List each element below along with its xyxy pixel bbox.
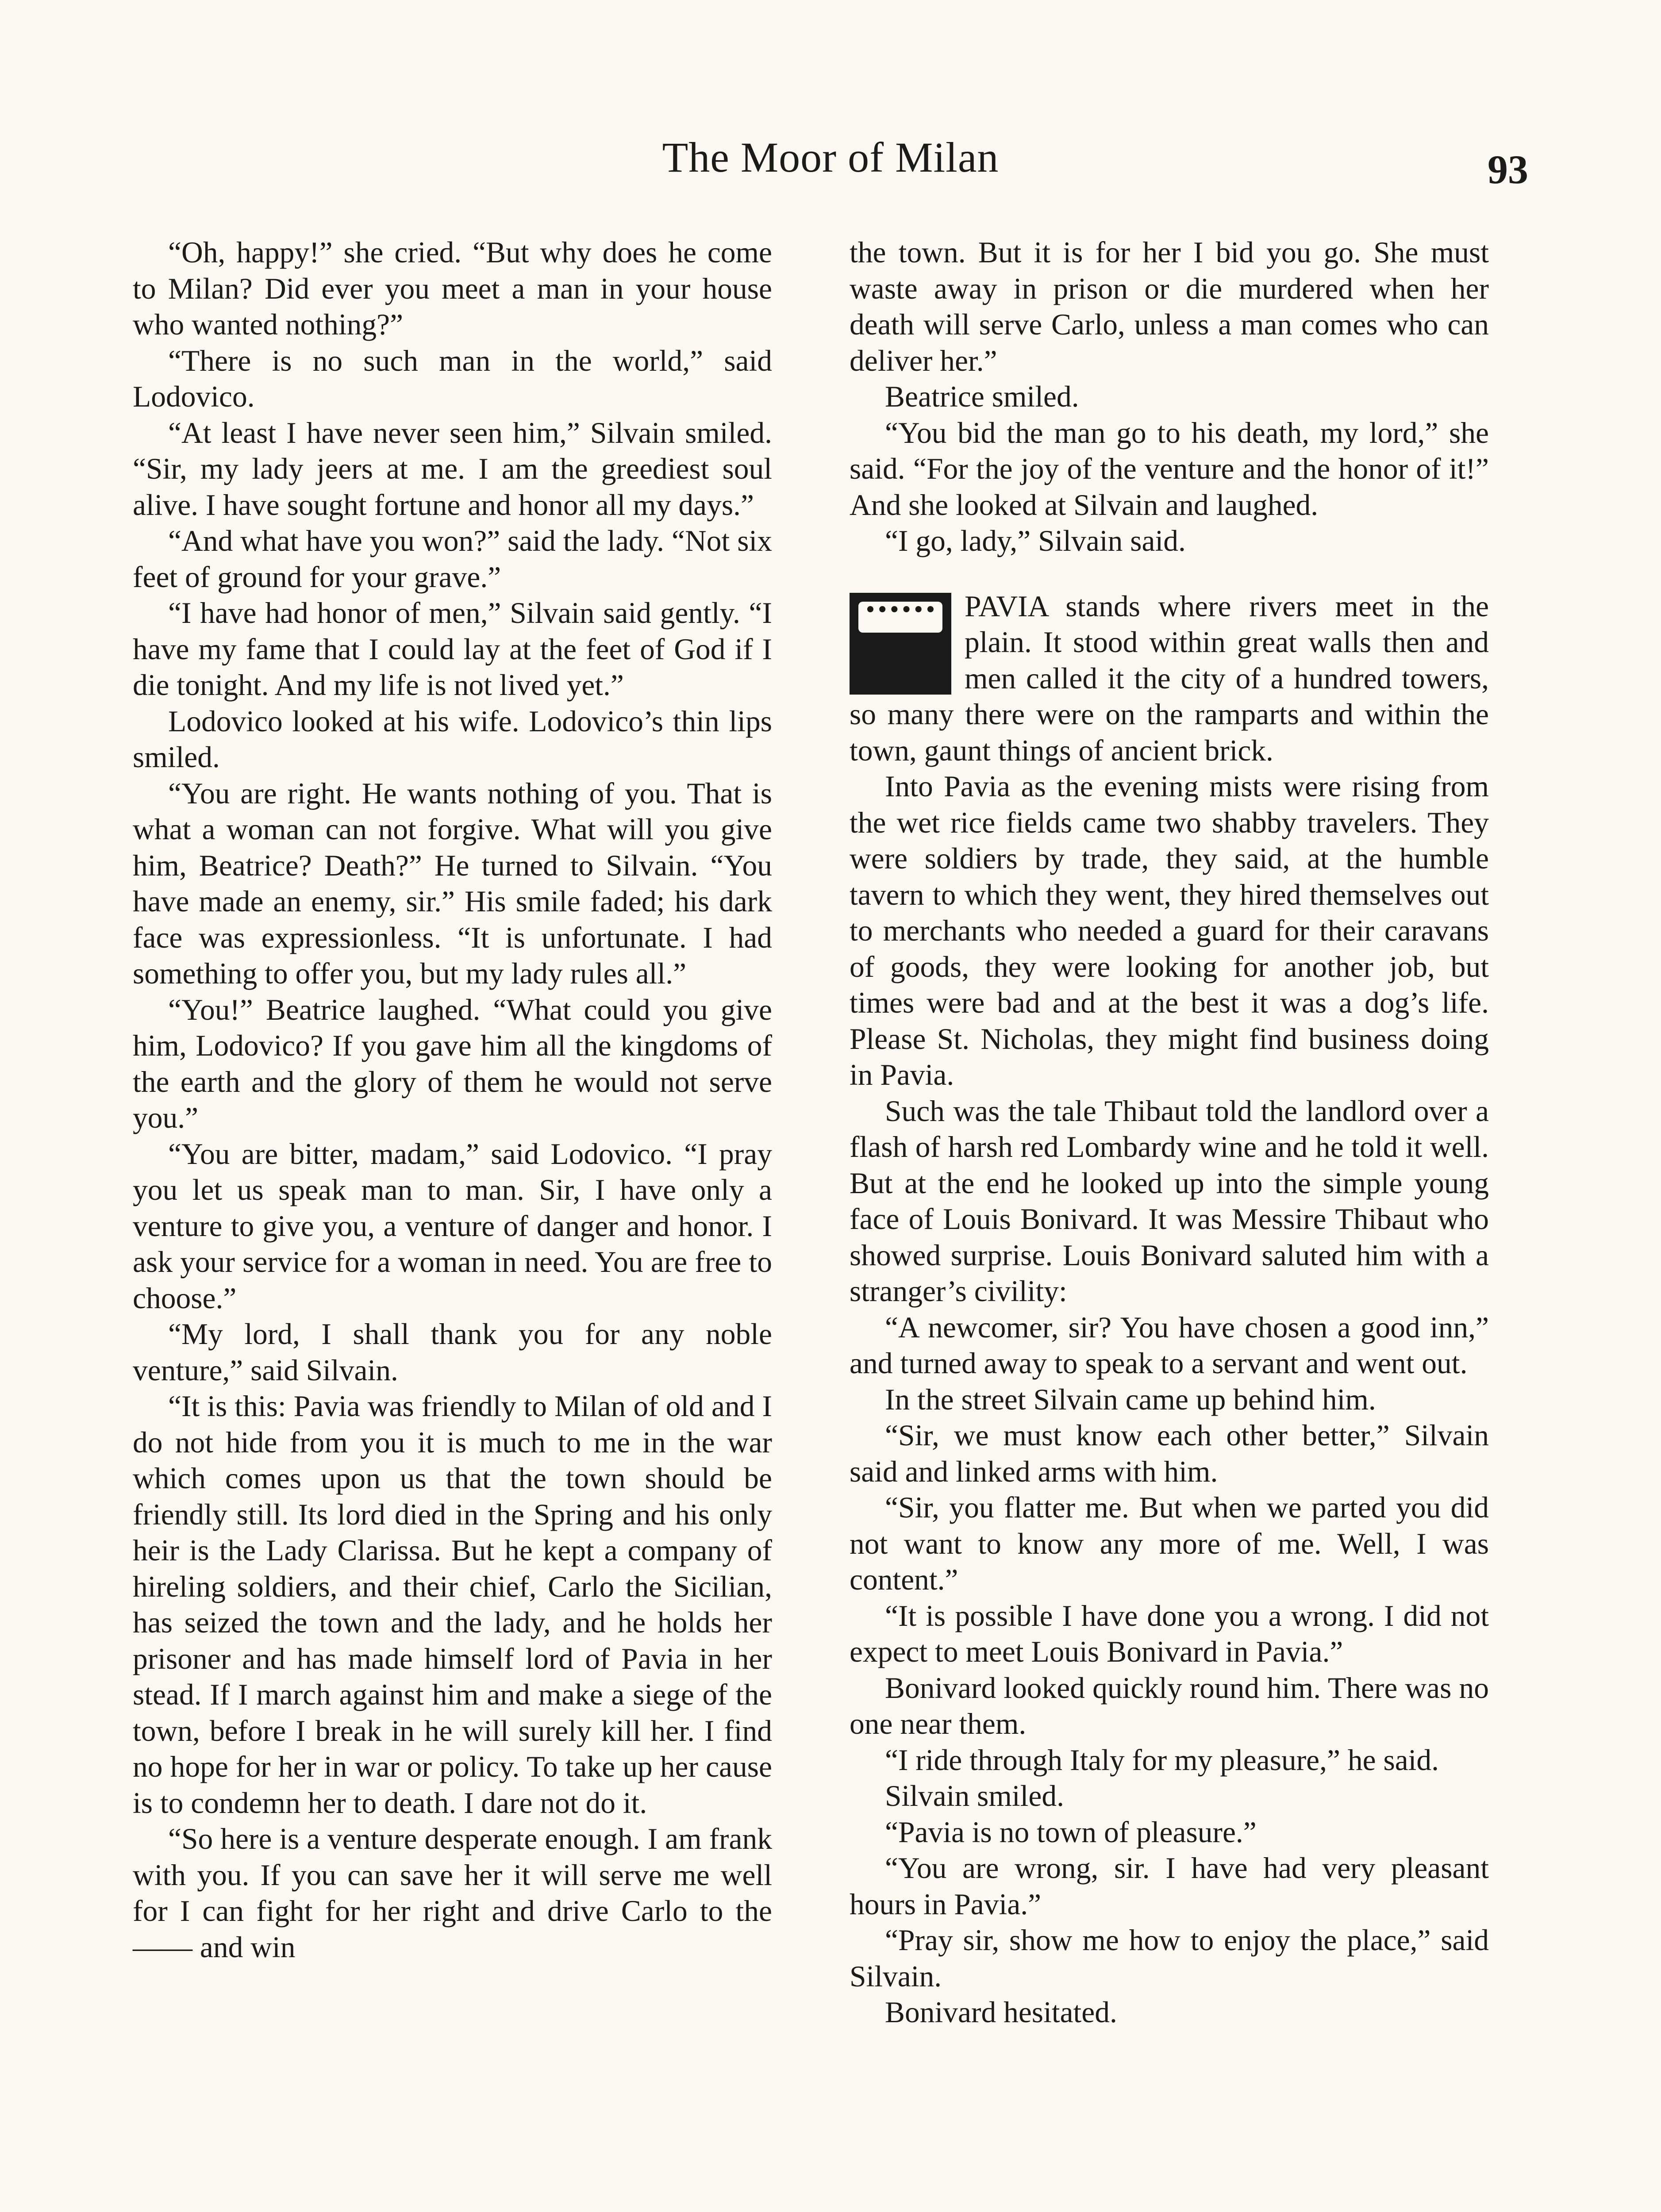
section-opening-paragraph: PAVIA stands where rivers meet in the plain. It stood within great walls then and men called it the city of a hundred towers, so many there were on the ramparts and within the town, gaunt things of ancient brick. <box>850 589 1489 767</box>
paragraph: Beatrice smiled. <box>885 380 1079 413</box>
paragraph: Bonivard hesitated. <box>885 1996 1117 2029</box>
running-head-title: The Moor of Milan <box>662 134 999 181</box>
paragraph: “I ride through Italy for my pleasure,” he said. <box>885 1743 1439 1777</box>
right-text-column <box>850 234 1489 2031</box>
paragraph: “Pray sir, show me how to enjoy the place,” said Silvain. <box>850 1924 1489 1993</box>
page-number: 93 <box>1488 147 1528 192</box>
paragraph: “Pavia is no town of pleasure.” <box>885 1815 1257 1849</box>
left-text-column <box>133 234 772 1965</box>
paragraph: “At least I have never seen him,” Silvain smiled. “Sir, my lady jeers at me. I am the greediest soul alive. I have sought fortune and honor all my days.” <box>133 416 772 522</box>
paragraph: “And what have you won?” said the lady. “Not six feet of ground for your grave.” <box>133 524 772 594</box>
paragraph: “Sir, you flatter me. But when we parted you did not want to know any more of me. Well, I was content.” <box>850 1491 1489 1596</box>
paragraph: “There is no such man in the world,” said Lodovico. <box>133 344 772 413</box>
paragraph: Lodovico looked at his wife. Lodovico’s thin lips smiled. <box>133 704 772 774</box>
paragraph: “It is possible I have done you a wrong. I did not expect to meet Louis Bonivard in Pavia.” <box>850 1599 1489 1668</box>
paragraph: “Oh, happy!” she cried. “But why does he come to Milan? Did ever you meet a man in your house who wanted nothing?” <box>133 236 772 341</box>
section-break <box>850 588 1489 2031</box>
paragraph: “A newcomer, sir? You have chosen a good inn,” and turned away to speak to a servant and went out. <box>850 1310 1489 1380</box>
paragraph: “I go, lady,” Silvain said. <box>885 524 1186 557</box>
paragraph: “It is this: Pavia was friendly to Milan of old and I do not hide from you it is much to me in the war which comes upon us that the town should be friendly still. Its lord died in the Spring and his only heir is the Lady Clarissa. But he kept a company of hireling soldiers, and their chief, Carlo the Sicilian, has seized the town and the lady, and he holds her prisoner and has made himself lord of Pavia in her stead. If I march against him and make a siege of the town, before I break in he will surely kill her. I find no hope for her in war or policy. To take up her cause is to condemn her to death. I dare not do it. <box>133 1390 772 1820</box>
paragraph: Bonivard looked quickly round him. There was no one near them. <box>850 1671 1489 1740</box>
paragraph: Such was the tale Thibaut told the landlord over a flash of harsh red Lombardy wine and he told it well. But at the end he looked up into the simple young face of Louis Bonivard. It was Messire Thibaut who showed surprise. Louis Bonivard saluted him with a stranger’s civility: <box>850 1094 1489 1308</box>
paragraph: “Sir, we must know each other better,” Silvain said and linked arms with him. <box>850 1419 1489 1488</box>
paragraph: In the street Silvain came up behind him. <box>885 1382 1376 1416</box>
paragraph: Silvain smiled. <box>885 1779 1064 1813</box>
paragraph: “You are wrong, sir. I have had very pleasant hours in Pavia.” <box>850 1851 1489 1921</box>
paragraph: “So here is a venture desperate enough. I am frank with you. If you can save her it will serve me well for I can fight for her right and drive Carlo to the —— and win <box>133 1822 772 1964</box>
paragraph: the town. But it is for her I bid you go. She must waste away in prison or die murdered when her death will serve Carlo, unless a man comes who can deliver her.” <box>850 236 1489 377</box>
paragraph: “I have had honor of men,” Silvain said gently. “I have my fame that I could lay at the feet of God if I die tonight. And my life is not lived yet.” <box>133 596 772 702</box>
paragraph: “You!” Beatrice laughed. “What could you give him, Lodovico? If you gave him all the kingdoms of the earth and the glory of them he would not serve you.” <box>133 993 772 1134</box>
paragraph: Into Pavia as the evening mists were rising from the wet rice fields came two shabby travelers. They were soldiers by trade, they said, at the humble tavern to which they went, they hired themselves out to merchants who needed a guard for their caravans of goods, they were looking for another job, but times were bad and at the best it was a dog’s life. Please St. Nicholas, they might find business doing in Pavia. <box>850 770 1489 1091</box>
paragraph: “You are bitter, madam,” said Lodovico. “I pray you let us speak man to man. Sir, I have only a venture to give you, a venture of danger and honor. I ask your service for a woman in need. You are free to choose.” <box>133 1137 772 1315</box>
castle-ornament-icon <box>850 593 951 695</box>
paragraph: “You bid the man go to his death, my lord,” she said. “For the joy of the venture and the honor of it!” And she looked at Silvain and laughed. <box>850 416 1489 522</box>
paragraph: “My lord, I shall thank you for any noble venture,” said Silvain. <box>133 1317 772 1387</box>
paragraph: “You are right. He wants nothing of you. That is what a woman can not forgive. What will you give him, Beatrice? Death?” He turned to Silvain. “You have made an enemy, sir.” His smile faded; his dark face was expressionless. “It is unfortunate. I had something to offer you, but my lady rules all.” <box>133 776 772 990</box>
